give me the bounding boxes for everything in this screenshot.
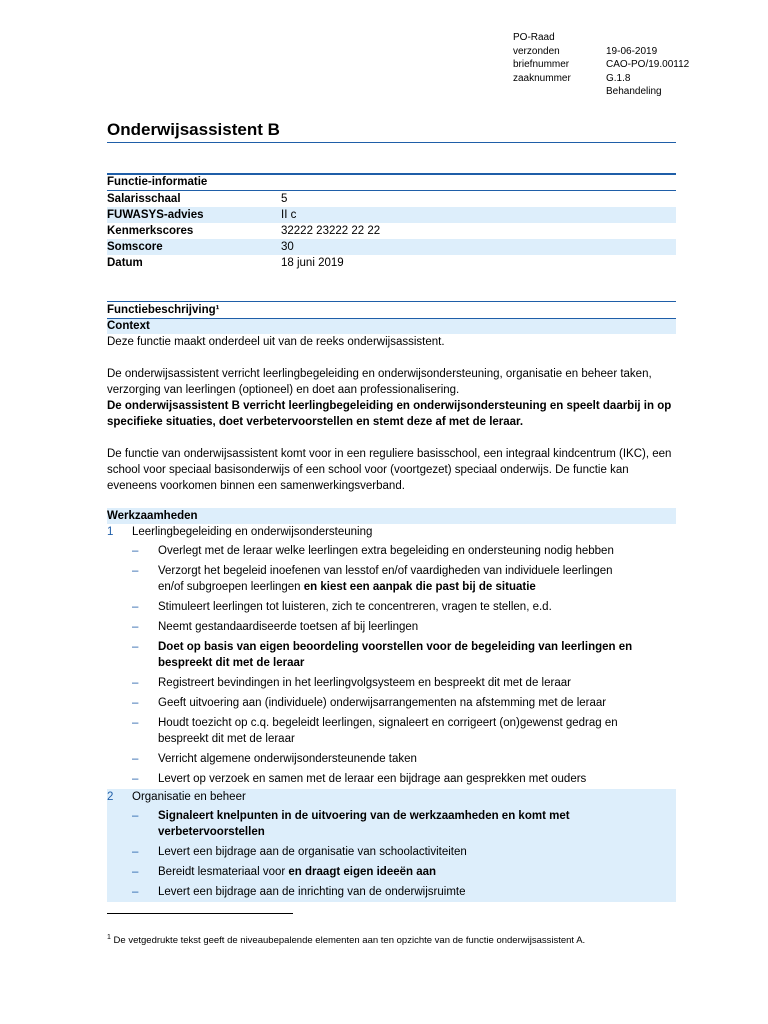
footnote-mark: 1 [107, 934, 111, 941]
info-label: Kenmerkscores [107, 225, 194, 237]
footnote-divider [107, 913, 293, 914]
dash: – [132, 846, 139, 858]
list-item [107, 693, 676, 713]
context-paragraph: De functie van onderwijsassistent komt voor in een reguliere basisschool, een integraal kindcentrum (IKC), een school voor speciaal basisonderwijs of een school voor (voortgezet) speciaal onderwijs. De functie kan eveneens voorkomen binnen een samenwerkingsverband. [107, 448, 672, 492]
info-value: 18 juni 2019 [281, 257, 344, 269]
work-section [107, 524, 676, 789]
info-value: II c [281, 209, 297, 221]
section-number: 2 [107, 791, 114, 803]
meta-value: Behandeling [606, 86, 662, 98]
info-label: FUWASYS-advies [107, 209, 204, 221]
list-item [107, 882, 676, 902]
info-value: 5 [281, 193, 288, 205]
meta-label: verzonden [513, 45, 560, 57]
dash: – [132, 545, 139, 557]
info-row [107, 255, 676, 271]
info-row [107, 223, 676, 239]
description-header: Functiebeschrijving¹ [107, 301, 676, 318]
item-bold: Doet op basis van eigen beoordeling voorstellen voor de begeleiding van leerlingen en bespreekt dit met de leraar [158, 641, 633, 669]
context-paragraph-bold: De onderwijsassistent B verricht leerlingbegeleiding en onderwijsondersteuning en speelt daarbij in op specifieke situaties, doet verbetervoorstellen en stemt deze af met de leraar. [107, 400, 672, 428]
item-text: Registreert bevindingen in het leerlingvolgsysteem en bespreekt dit met de leraar [158, 677, 571, 689]
list-item [107, 713, 676, 749]
item-text: Overlegt met de leraar welke leerlingen extra begeleiding en ondersteuning nodig hebben [158, 545, 614, 557]
context-paragraph: Deze functie maakt onderdeel uit van de reeks onderwijsassistent. [107, 336, 445, 348]
dash: – [132, 677, 139, 689]
list-item [107, 561, 676, 597]
item-text: Verricht algemene onderwijsondersteunende taken [158, 753, 417, 765]
dash: – [132, 565, 139, 577]
list-item [107, 637, 676, 673]
list-item [107, 673, 676, 693]
meta-value: CAO-PO/19.00112 [606, 59, 690, 71]
list-item [107, 862, 676, 882]
section-title-row [107, 789, 676, 806]
page-title: Onderwijsassistent B [107, 120, 676, 143]
dash: – [132, 810, 139, 822]
list-item [107, 617, 676, 637]
dash: – [132, 866, 139, 878]
info-label: Salarisschaal [107, 193, 181, 205]
meta-label: zaaknummer [513, 72, 571, 84]
footnote [107, 934, 585, 946]
list-item [107, 597, 676, 617]
info-label: Datum [107, 257, 143, 269]
item-bold: en kiest een aanpak die past bij de situatie [303, 581, 536, 593]
work-section [107, 789, 676, 902]
meta-label: briefnummer [513, 59, 570, 71]
document-meta [513, 31, 689, 99]
section-title: Organisatie en beheer [132, 791, 246, 803]
dash: – [132, 886, 139, 898]
meta-value: 19-06-2019 [606, 45, 658, 57]
dash: – [132, 753, 139, 765]
info-value: 30 [281, 241, 294, 253]
work-activities [107, 508, 676, 902]
footnote-text: De vetgedrukte tekst geeft de niveaubepalende elementen aan ten opzichte van de functie onderwijsassistent A. [113, 935, 586, 947]
dash: – [132, 601, 139, 613]
function-description [107, 301, 676, 494]
item-text: Bereidt lesmateriaal voor [158, 866, 289, 878]
context-header: Context [107, 318, 676, 334]
item-text: Neemt gestandaardiseerde toetsen af bij leerlingen [158, 621, 419, 633]
item-bold: Signaleert knelpunten in de uitvoering van de werkzaamheden en komt met verbetervoorstellen [158, 810, 570, 838]
meta-label [513, 85, 606, 99]
item-text: Levert een bijdrage aan de organisatie van schoolactiviteiten [158, 846, 467, 858]
info-row [107, 191, 676, 207]
info-value: 32222 23222 22 22 [281, 225, 381, 237]
list-item [107, 806, 676, 842]
meta-row [513, 58, 689, 72]
item-text: Houdt toezicht op c.q. begeleidt leerlingen, signaleert en corrigeert (on)gewenst gedrag en bespreekt dit met de leraar [158, 717, 618, 745]
meta-row [513, 45, 689, 59]
item-text: Levert op verzoek en samen met de leraar een bijdrage aan gesprekken met ouders [158, 773, 587, 785]
function-info-header: Functie-informatie [107, 173, 676, 191]
context-paragraph: De onderwijsassistent verricht leerlingbegeleiding en onderwijsondersteuning, organisatie en beheer taken, verzorging van leerlingen (optioneel) en doet aan professionalisering. [107, 368, 652, 396]
list-item [107, 749, 676, 769]
dash: – [132, 621, 139, 633]
section-number: 1 [107, 526, 114, 538]
work-header: Werkzaamheden [107, 508, 676, 524]
function-info-table [107, 173, 676, 271]
item-text: Levert een bijdrage aan de inrichting van de onderwijsruimte [158, 886, 466, 898]
meta-org: PO-Raad [513, 32, 555, 43]
info-row [107, 239, 676, 255]
list-item [107, 842, 676, 862]
dash: – [132, 641, 139, 653]
section-title-row [107, 524, 676, 541]
dash: – [132, 717, 139, 729]
dash: – [132, 773, 139, 785]
item-text: Verzorgt het begeleid inoefenen van lesstof en/of vaardigheden van individuele leerlingen en/of subgroepen leerlingen [158, 565, 613, 593]
info-row [107, 207, 676, 223]
item-text: Geeft uitvoering aan (individuele) onderwijsarrangementen na afstemming met de leraar [158, 697, 607, 709]
list-item [107, 769, 676, 789]
section-title: Leerlingbegeleiding en onderwijsondersteuning [132, 526, 373, 538]
meta-value: G.1.8 [606, 72, 631, 84]
item-text: Stimuleert leerlingen tot luisteren, zich te concentreren, vragen te stellen, e.d. [158, 601, 552, 613]
info-label: Somscore [107, 241, 163, 253]
meta-row [513, 72, 689, 86]
meta-row [513, 85, 689, 99]
list-item [107, 541, 676, 561]
item-bold: en draagt eigen ideeën aan [288, 866, 437, 878]
dash: – [132, 697, 139, 709]
